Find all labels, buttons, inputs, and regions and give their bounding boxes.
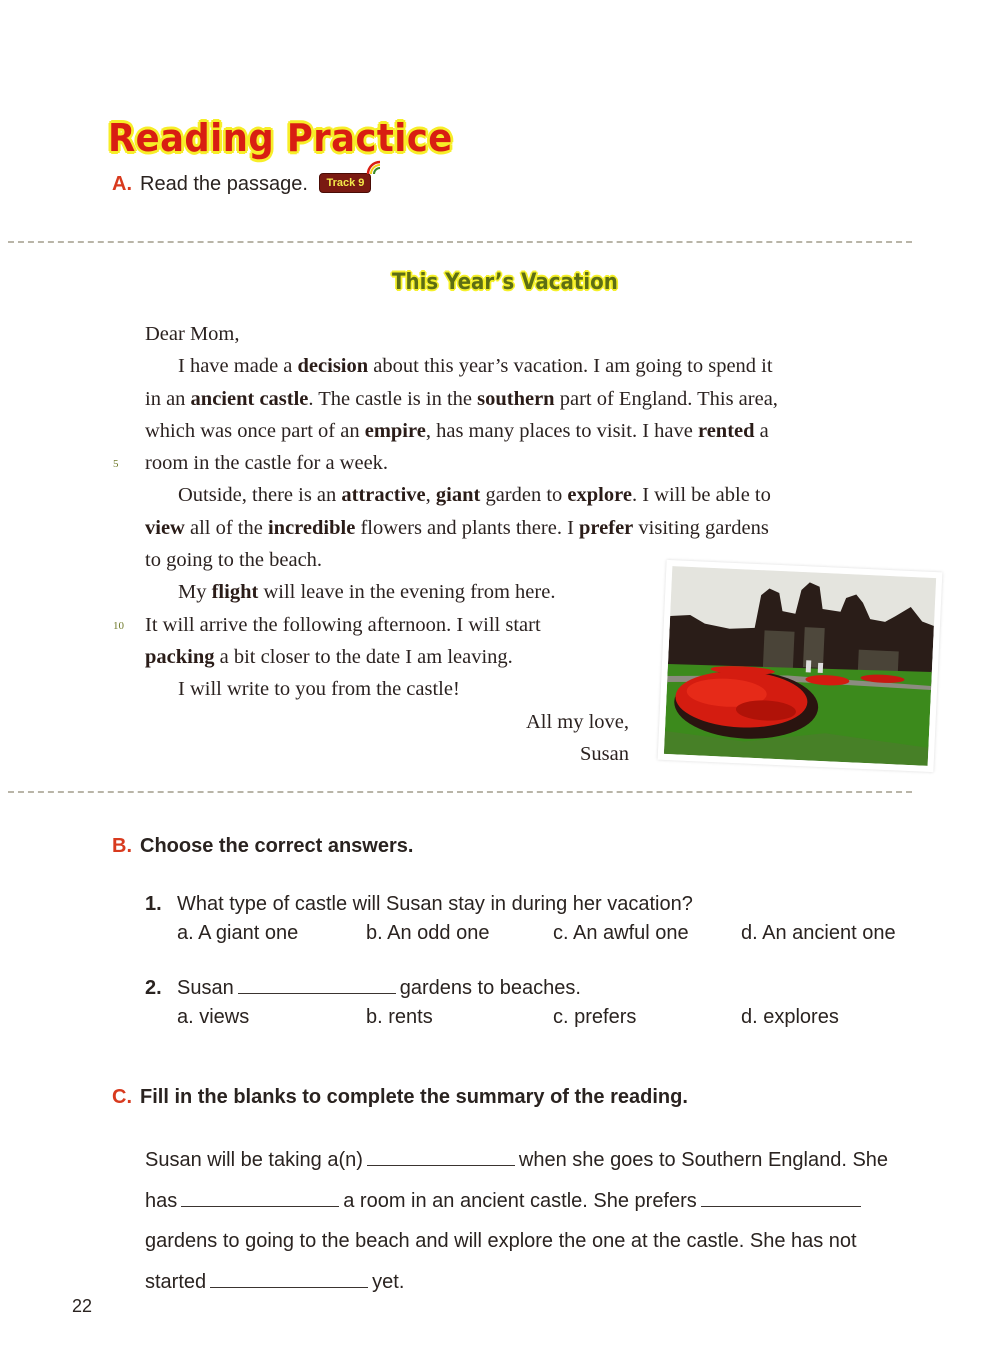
passage-text: visiting gardens [633,516,769,539]
passage-text: I will write to you from the castle! [178,678,460,701]
vocab-word: view [145,516,185,539]
page-title: Reading Practice [108,116,453,160]
summary-text: yet. [372,1270,405,1293]
castle-garden-photo [658,560,943,772]
passage-text: . I will be able to [631,484,771,507]
passage-text: which was once part of an [145,419,365,442]
option-d[interactable]: d. An ancient one [741,922,896,944]
vocab-word: empire [364,419,426,442]
summary-paragraph [145,1140,925,1302]
question-1 [145,893,896,954]
passage-text: garden to [480,484,568,507]
section-instruction: Read the passage. [140,173,308,195]
passage-text: Outside, there is an [178,484,342,507]
option-d[interactable]: d. explores [741,1006,839,1028]
audio-signal-icon [366,160,382,176]
passage-line [145,350,875,382]
passage-line [145,479,875,511]
passage-text: a [754,419,769,442]
letter-signature: Susan [580,742,629,765]
passage-title: This Year’s Vacation [392,270,618,295]
passage-text: in an [145,387,191,410]
passage-text: a bit closer to the date I am leaving. [214,645,513,668]
passage-text: , has many places to visit. I have [425,419,698,442]
line-number: 5 [113,458,119,471]
question-text-before: Susan [177,977,234,999]
passage-text: It will arrive the following afternoon. I will start [145,613,541,636]
passage-line [145,318,875,350]
section-letter: A. [112,173,132,195]
question-text: What type of castle will Susan stay in during her vacation? [177,893,693,915]
vocab-word: flight [211,581,259,604]
passage-text: . The castle is in the [308,387,478,410]
passage-text: part of England. This area, [554,387,778,410]
question-text-after: gardens to beaches. [399,977,581,999]
track-label: Track 9 [326,176,365,189]
passage-text: all of the [184,516,268,539]
section-c-heading [112,1086,688,1109]
vocab-word: packing [145,645,215,668]
summary-blank-1[interactable] [367,1148,515,1166]
option-b[interactable]: b. An odd one [366,922,490,944]
passage-text: flowers and plants there. I [355,516,580,539]
section-b-heading [112,835,413,858]
line-number: 10 [113,619,124,632]
option-a[interactable]: a. views [177,1006,250,1028]
section-letter: C. [112,1086,132,1108]
passage-text: Dear Mom, [145,323,240,345]
passage-text: My [178,581,212,604]
vocab-word: southern [477,387,555,410]
summary-text: gardens to going to the beach and will explore the one at the castle. She has not [145,1230,857,1252]
answer-blank[interactable] [238,976,396,994]
divider-top [8,241,912,243]
vocab-word: ancient castle [190,387,309,410]
passage-line [145,383,875,415]
audio-track-badge[interactable] [319,173,371,193]
castle-image [664,566,936,766]
option-a[interactable]: a. A giant one [177,922,299,944]
question-number: 2. [145,977,162,999]
option-b[interactable]: b. rents [366,1006,433,1028]
vocab-word: explore [567,484,632,507]
vocab-word: incredible [267,516,356,539]
passage-text: will leave in the evening from here. [258,581,556,604]
passage-text: about this year’s vacation. I am going to spend it [368,355,773,378]
page-number: 22 [72,1296,93,1316]
section-instruction: Choose the correct answers. [140,835,414,857]
vocab-word: attractive [341,484,426,507]
summary-blank-3[interactable] [701,1189,861,1207]
vocab-word: prefer [579,516,634,539]
passage-text: room in the castle for a week. [145,452,389,475]
option-c[interactable]: c. prefers [553,1006,637,1028]
vocab-word: giant [435,484,481,507]
question-number: 1. [145,893,162,915]
vocab-word: decision [297,355,369,378]
summary-text: started [145,1270,207,1293]
passage-line [145,512,875,544]
section-instruction: Fill in the blanks to complete the summary of the reading. [140,1086,688,1108]
summary-text: has [145,1189,178,1212]
passage-text: to going to the beach. [145,549,323,572]
passage-line [113,447,875,479]
passage-text: , [425,484,436,507]
section-a-heading [112,173,371,196]
summary-text: when she goes to Southern England. She [518,1149,889,1171]
passage-line [145,415,875,447]
summary-text: Susan will be taking a(n) [145,1149,363,1171]
summary-blank-2[interactable] [181,1189,339,1207]
summary-text: a room in an ancient castle. She prefers [343,1189,697,1212]
option-c[interactable]: c. An awful one [553,922,689,944]
summary-blank-4[interactable] [210,1270,368,1288]
passage-text: I have made a [178,355,298,378]
question-2 [145,976,839,1038]
letter-closing: All my love, [525,710,629,733]
section-letter: B. [112,835,132,857]
vocab-word: rented [697,419,755,442]
divider-bottom [8,791,912,793]
